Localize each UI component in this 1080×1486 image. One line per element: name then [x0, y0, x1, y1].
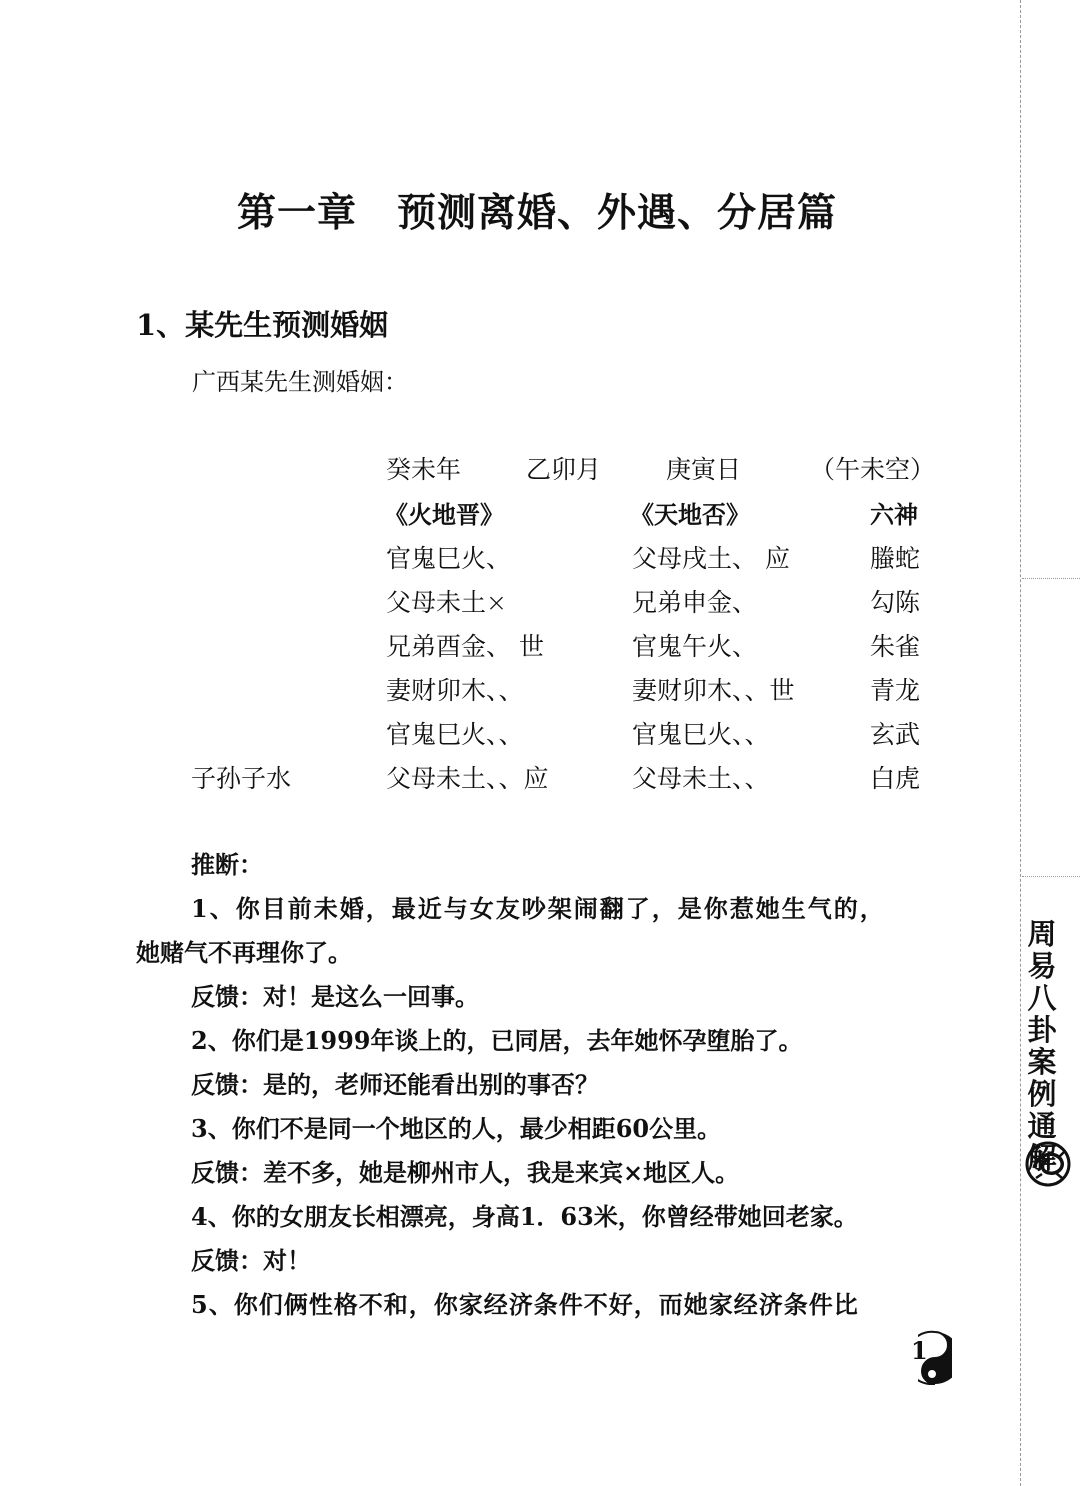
feedback-line: [191, 977, 479, 1012]
line-right: 官鬼巳火、、: [632, 720, 770, 749]
main-hexagram-name: 《火地晋》: [384, 500, 504, 529]
feedback-label: 反馈：: [191, 1159, 263, 1187]
feedback-label: 反馈：: [191, 1247, 263, 1275]
hidden-line: 子孙子水: [191, 764, 292, 793]
line-left: 官鬼巳火、: [386, 544, 512, 573]
side-tick: [1022, 876, 1080, 877]
line-right: 官鬼午火、: [632, 632, 758, 661]
intro-text: 广西某先生测婚姻：: [192, 368, 408, 396]
line-right: 父母戌土、 应: [632, 544, 790, 573]
year-stem: 癸未年: [386, 455, 462, 484]
feedback-text: 对！是这么一回事。: [263, 982, 479, 1011]
six-gods-header: 六神: [870, 500, 918, 529]
line-god: 玄武: [870, 720, 921, 749]
feedback-text: 是的，老师还能看出别的事否？: [263, 1070, 599, 1099]
book-side-title: 周易八卦案例通解: [1027, 917, 1057, 1175]
line-left: 妻财卯木、、: [386, 676, 524, 705]
line-left: 父母未土、、应: [386, 764, 549, 793]
month-stem: 乙卯月: [526, 455, 602, 484]
paragraph: 4、你的女朋友长相漂亮，身高1．63米，你曾经带她回老家。: [191, 1202, 858, 1231]
feedback-text: 对！: [263, 1246, 311, 1275]
paragraph: 5、你们俩性格不和，你家经济条件不好，而她家经济条件比: [191, 1290, 859, 1319]
line-god: 螣蛇: [870, 544, 921, 573]
dragon-emblem-icon: [1024, 1138, 1072, 1190]
line-right: 兄弟申金、: [632, 588, 758, 617]
line-right: 妻财卯木、、世: [632, 676, 795, 705]
chapter-title: 第一章 预测离婚、外遇、分居篇: [237, 190, 838, 236]
page-number: 1: [911, 1336, 928, 1365]
line-god: 白虎: [870, 764, 921, 793]
side-divider: [1020, 0, 1021, 1486]
section-title: 1、某先生预测婚姻: [136, 308, 389, 342]
day-stem: 庚寅日: [666, 455, 742, 484]
paragraph: 1、你目前未婚，最近与女友吵架闹翻了，是你惹她生气的，: [191, 894, 886, 923]
paragraph: 2、你们是1999年谈上的，已同居，去年她怀孕堕胎了。: [191, 1026, 803, 1055]
line-left: 官鬼巳火、、: [386, 720, 524, 749]
side-tick: [1022, 578, 1080, 579]
line-right: 父母未土、、: [632, 764, 770, 793]
feedback-line: [191, 1065, 599, 1100]
feedback-line: [191, 1153, 739, 1188]
feedback-label: 反馈：: [191, 983, 263, 1011]
void-note: （午未空）: [810, 455, 936, 484]
line-left: 兄弟酉金、 世: [386, 632, 544, 661]
line-god: 勾陈: [870, 588, 921, 617]
paragraph: 3、你们不是同一个地区的人，最少相距60公里。: [191, 1114, 722, 1143]
inference-label: 推断：: [191, 851, 263, 879]
yin-yang-icon: [918, 1330, 952, 1386]
feedback-text: 差不多，她是柳州市人，我是来宾×地区人。: [263, 1158, 740, 1187]
line-left: 父母未土×: [386, 588, 507, 617]
changed-hexagram-name: 《天地否》: [630, 500, 750, 529]
line-god: 朱雀: [870, 632, 921, 661]
feedback-line: [191, 1241, 311, 1276]
line-god: 青龙: [870, 676, 921, 705]
feedback-label: 反馈：: [191, 1071, 263, 1099]
paragraph: 她赌气不再理你了。: [136, 938, 352, 967]
